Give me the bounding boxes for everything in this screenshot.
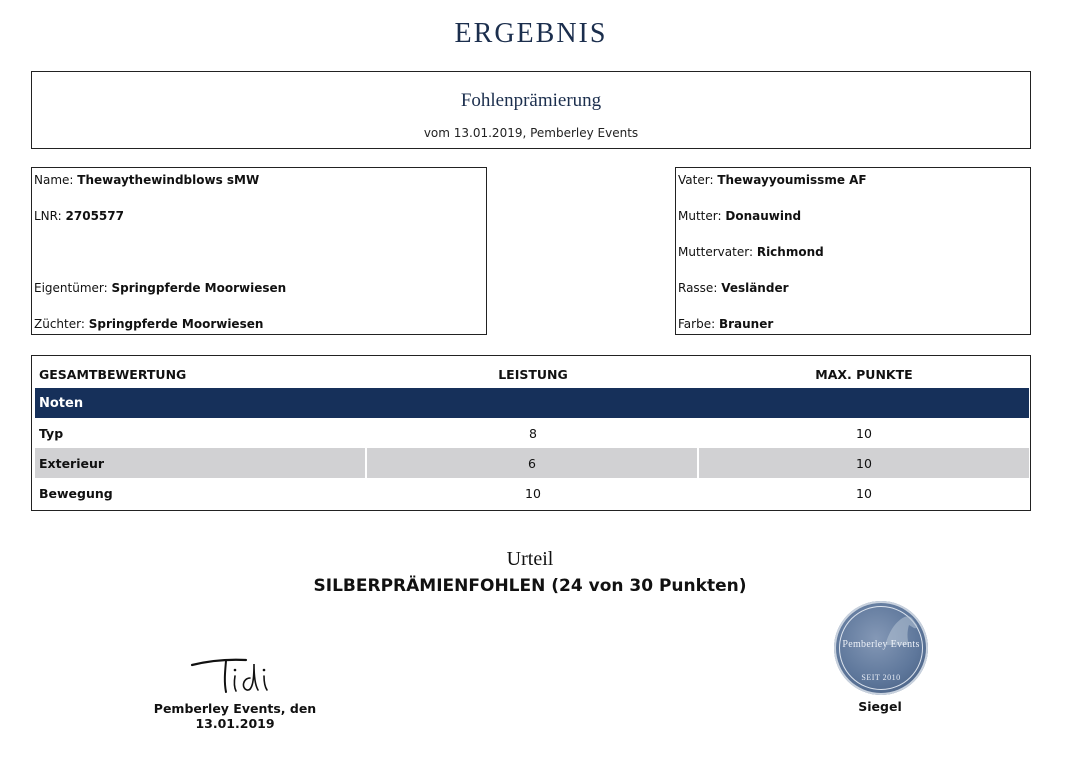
row-max: 10 bbox=[856, 425, 872, 441]
score-table bbox=[35, 360, 1029, 508]
owner-field: Eigentümer: Springpferde Moorwiesen bbox=[34, 281, 287, 295]
row-score: 10 bbox=[525, 485, 541, 501]
seal-logo bbox=[834, 601, 928, 695]
row-label: Bewegung bbox=[39, 485, 113, 501]
header-overall: GESAMTBEWERTUNG bbox=[39, 366, 187, 382]
header-max: MAX. PUNKTE bbox=[815, 366, 913, 382]
table-row bbox=[35, 418, 1029, 448]
row-max: 10 bbox=[699, 448, 1029, 478]
lnr-field: LNR: 2705577 bbox=[34, 209, 124, 223]
row-score: 6 bbox=[367, 448, 699, 478]
row-label: Typ bbox=[39, 425, 64, 441]
seal-year: SEIT 2010 bbox=[861, 673, 901, 682]
breeder-field: Züchter: Springpferde Moorwiesen bbox=[34, 317, 264, 331]
verdict-text: SILBERPRÄMIENFOHLEN (24 von 30 Punkten) bbox=[313, 576, 747, 596]
section-row bbox=[35, 388, 1029, 418]
header-score: LEISTUNG bbox=[498, 366, 568, 382]
section-label: Noten bbox=[35, 388, 1029, 418]
horse-info-box bbox=[31, 167, 487, 335]
event-name: Fohlenprämierung bbox=[460, 90, 602, 111]
score-box bbox=[31, 355, 1031, 511]
table-row bbox=[35, 478, 1029, 508]
page-title: ERGEBNIS bbox=[454, 18, 608, 49]
table-row bbox=[35, 448, 1029, 478]
row-label: Exterieur bbox=[35, 448, 367, 478]
pedigree-box bbox=[675, 167, 1031, 335]
row-score: 8 bbox=[529, 425, 537, 441]
signature bbox=[188, 652, 278, 700]
damsire-field: Muttervater: Richmond bbox=[678, 245, 824, 259]
seal-caption: Siegel bbox=[858, 699, 902, 714]
breed-field: Rasse: Vesländer bbox=[678, 281, 789, 295]
score-header-row bbox=[35, 360, 1029, 388]
event-box bbox=[31, 71, 1031, 149]
signature-caption: Pemberley Events, den 13.01.2019 bbox=[153, 701, 317, 731]
event-date: vom 13.01.2019, Pemberley Events bbox=[423, 126, 639, 140]
name-field: Name: Thewaythewindblows sMW bbox=[34, 173, 260, 187]
row-max: 10 bbox=[856, 485, 872, 501]
sire-field: Vater: Thewayyoumissme AF bbox=[678, 173, 867, 187]
dam-field: Mutter: Donauwind bbox=[678, 209, 802, 223]
color-field: Farbe: Brauner bbox=[678, 317, 774, 331]
verdict-title: Urteil bbox=[506, 548, 554, 570]
seal-text: Pemberley Events bbox=[842, 639, 920, 650]
